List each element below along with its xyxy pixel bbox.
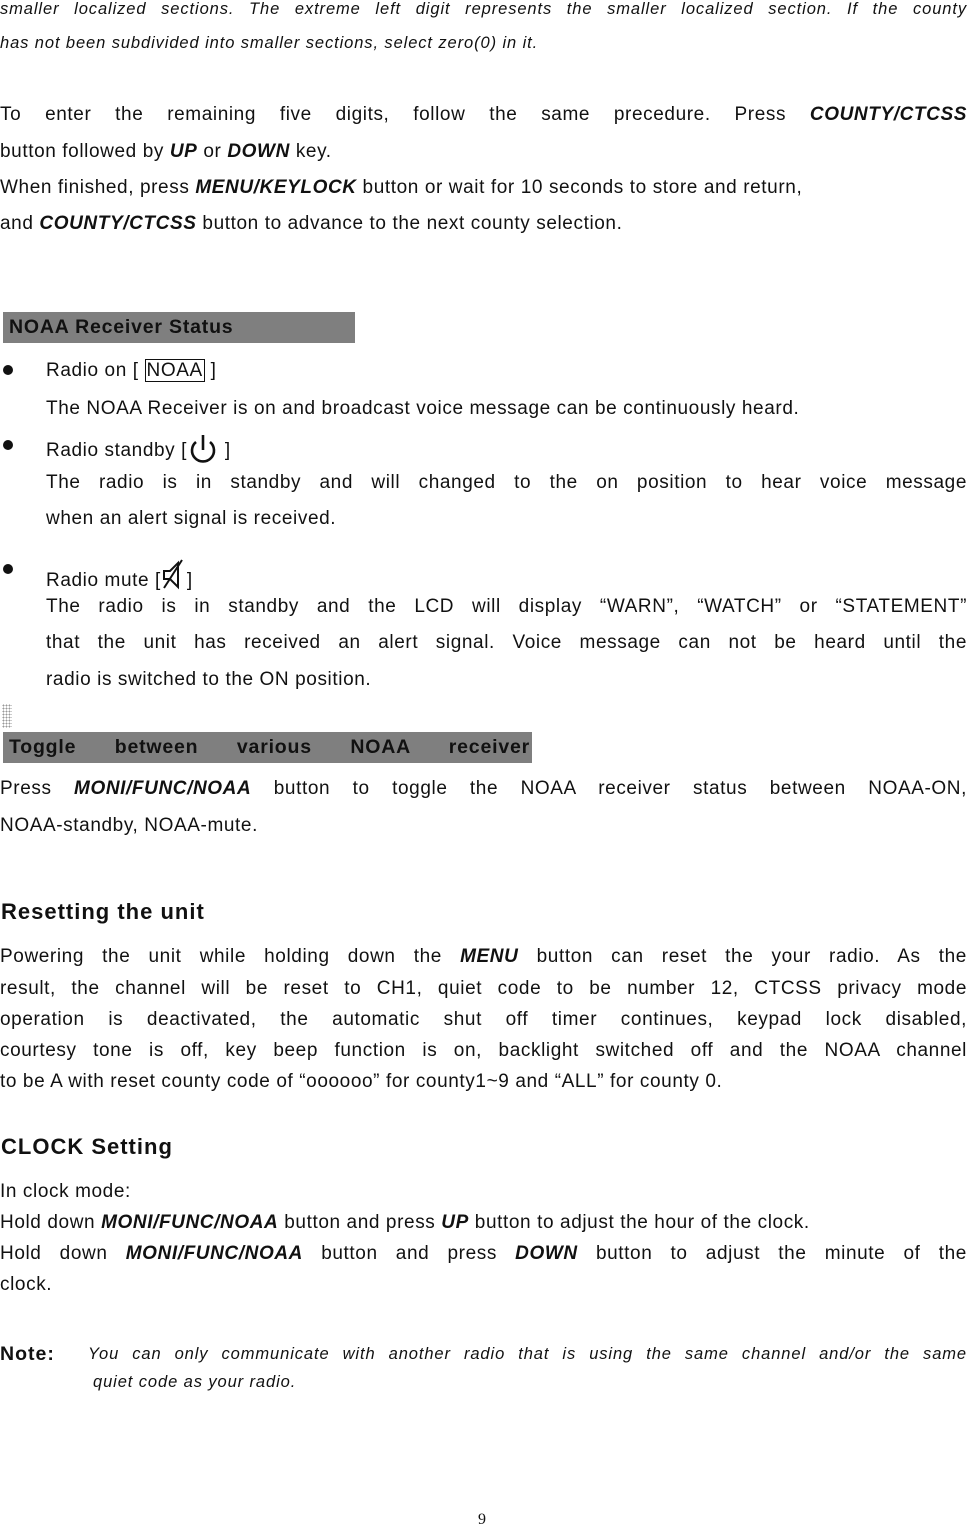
clock-line-3 — [0, 1243, 967, 1265]
up-key: UP — [441, 1212, 469, 1233]
down-key: DOWN — [515, 1243, 578, 1264]
radio-on-label — [46, 360, 217, 382]
moni-func-noaa-key: MONI/FUNC/NOAA — [125, 1243, 303, 1264]
reset-line-4: courtesy tone is off, key beep function is on, backlight switched off and the NOAA channel — [0, 1040, 967, 1061]
bullet — [3, 564, 13, 574]
reset-line-2: result, the channel will be reset to CH1, quiet code to be number 12, CTCSS privacy mode — [0, 978, 967, 999]
reset-line-5: to be A with reset county code of “oooooo” for county1~9 and “ALL” for county 0. — [0, 1071, 723, 1092]
clock-heading: CLOCK Setting — [1, 1134, 173, 1159]
enter-para-text: or — [203, 141, 222, 162]
clock-line-2 — [0, 1212, 810, 1234]
menu-keylock-key: MENU/KEYLOCK — [195, 177, 357, 198]
clock-text: Hold down — [0, 1212, 96, 1233]
radio-on-text: Radio on [ — [46, 360, 139, 381]
note-text-2: quiet code as your radio. — [93, 1373, 297, 1391]
reset-text: button can reset the your radio. As the — [536, 946, 967, 967]
enter-para-text: key. — [295, 141, 332, 162]
clock-text: Hold down — [0, 1243, 108, 1264]
toggle-text: Press — [0, 778, 52, 799]
toggle-header: Toggle between various NOAA receiver — [3, 732, 532, 763]
speaker-mute-icon — [161, 558, 187, 592]
radio-on-desc: The NOAA Receiver is on and broadcast voice message can be continuously heard. — [46, 398, 800, 419]
clock-text: button and press — [284, 1212, 436, 1233]
clock-text: button and press — [321, 1243, 497, 1264]
radio-on-text: ] — [210, 360, 217, 381]
radio-standby-desc-1: The radio is in standby and will changed to the on position to hear voice message — [46, 472, 967, 493]
county-ctcss-key: COUNTY/CTCSS — [39, 213, 197, 234]
clock-line-4: clock. — [0, 1274, 53, 1295]
down-key: DOWN — [227, 141, 290, 162]
enter-para-line-4 — [0, 213, 622, 235]
bullet — [3, 440, 13, 450]
radio-mute-label — [46, 558, 193, 592]
noaa-indicator-box: NOAA — [146, 360, 203, 381]
moni-func-noaa-key: MONI/FUNC/NOAA — [74, 778, 252, 799]
enter-para-text: button followed by — [0, 141, 164, 162]
radio-mute-desc-1: The radio is in standby and the LCD will display “WARN”, “WATCH” or “STATEMENT” — [46, 596, 967, 617]
radio-mute-text: Radio mute [ — [46, 570, 161, 591]
intro-line-2: has not been subdivided into smaller sections, select zero(0) in it. — [0, 34, 539, 52]
toggle-line-1 — [0, 778, 967, 800]
toggle-line-2: NOAA-standby, NOAA-mute. — [0, 815, 258, 836]
note-text-1: You can only communicate with another radio that is using the same channel and/or the same — [88, 1345, 967, 1363]
radio-standby-label — [46, 434, 231, 464]
clock-line-1: In clock mode: — [0, 1181, 131, 1202]
moni-func-noaa-key: MONI/FUNC/NOAA — [101, 1212, 279, 1233]
reset-line-1 — [0, 946, 967, 968]
county-ctcss-key: COUNTY/CTCSS — [809, 104, 967, 125]
radio-mute-text: ] — [186, 570, 193, 591]
power-icon — [187, 434, 219, 464]
enter-para-text: and — [0, 213, 34, 234]
enter-para-line-3 — [0, 177, 802, 199]
intro-line-1: smaller localized sections. The extreme left digit represents the smaller localized section. If the county — [0, 0, 967, 18]
radio-standby-desc-2: when an alert signal is received. — [46, 508, 337, 529]
toggle-text: button to toggle the NOAA receiver status between NOAA-ON, — [273, 778, 967, 799]
enter-para-text: To enter the remaining five digits, follow the same precedure. Press — [0, 104, 787, 125]
menu-key: MENU — [460, 946, 519, 967]
up-key: UP — [169, 141, 198, 162]
enter-para-line-2 — [0, 141, 332, 163]
noaa-status-header: NOAA Receiver Status — [3, 312, 355, 343]
clock-text: button to adjust the hour of the clock. — [474, 1212, 810, 1233]
clock-text: button to adjust the minute of the — [595, 1243, 967, 1264]
page-number: 9 — [478, 1511, 486, 1528]
radio-standby-text: ] — [224, 440, 231, 461]
reset-heading: Resetting the unit — [1, 899, 205, 924]
enter-para-text: button or wait for 10 seconds to store and return, — [362, 177, 803, 198]
enter-para-text: button to advance to the next county selection. — [202, 213, 623, 234]
enter-para-text: When finished, press — [0, 177, 190, 198]
reset-line-3: operation is deactivated, the automatic shut off timer continues, keypad lock disabled, — [0, 1009, 967, 1030]
radio-standby-text: Radio standby [ — [46, 440, 188, 461]
note-label: Note: — [0, 1343, 55, 1365]
radio-mute-desc-2: that the unit has received an alert signal. Voice message can not be heard until the — [46, 632, 967, 653]
dotted-artifact — [2, 704, 12, 728]
reset-text: Powering the unit while holding down the — [0, 946, 442, 967]
radio-mute-desc-3: radio is switched to the ON position. — [46, 669, 372, 690]
enter-para-line-1 — [0, 104, 967, 126]
bullet — [3, 365, 13, 375]
